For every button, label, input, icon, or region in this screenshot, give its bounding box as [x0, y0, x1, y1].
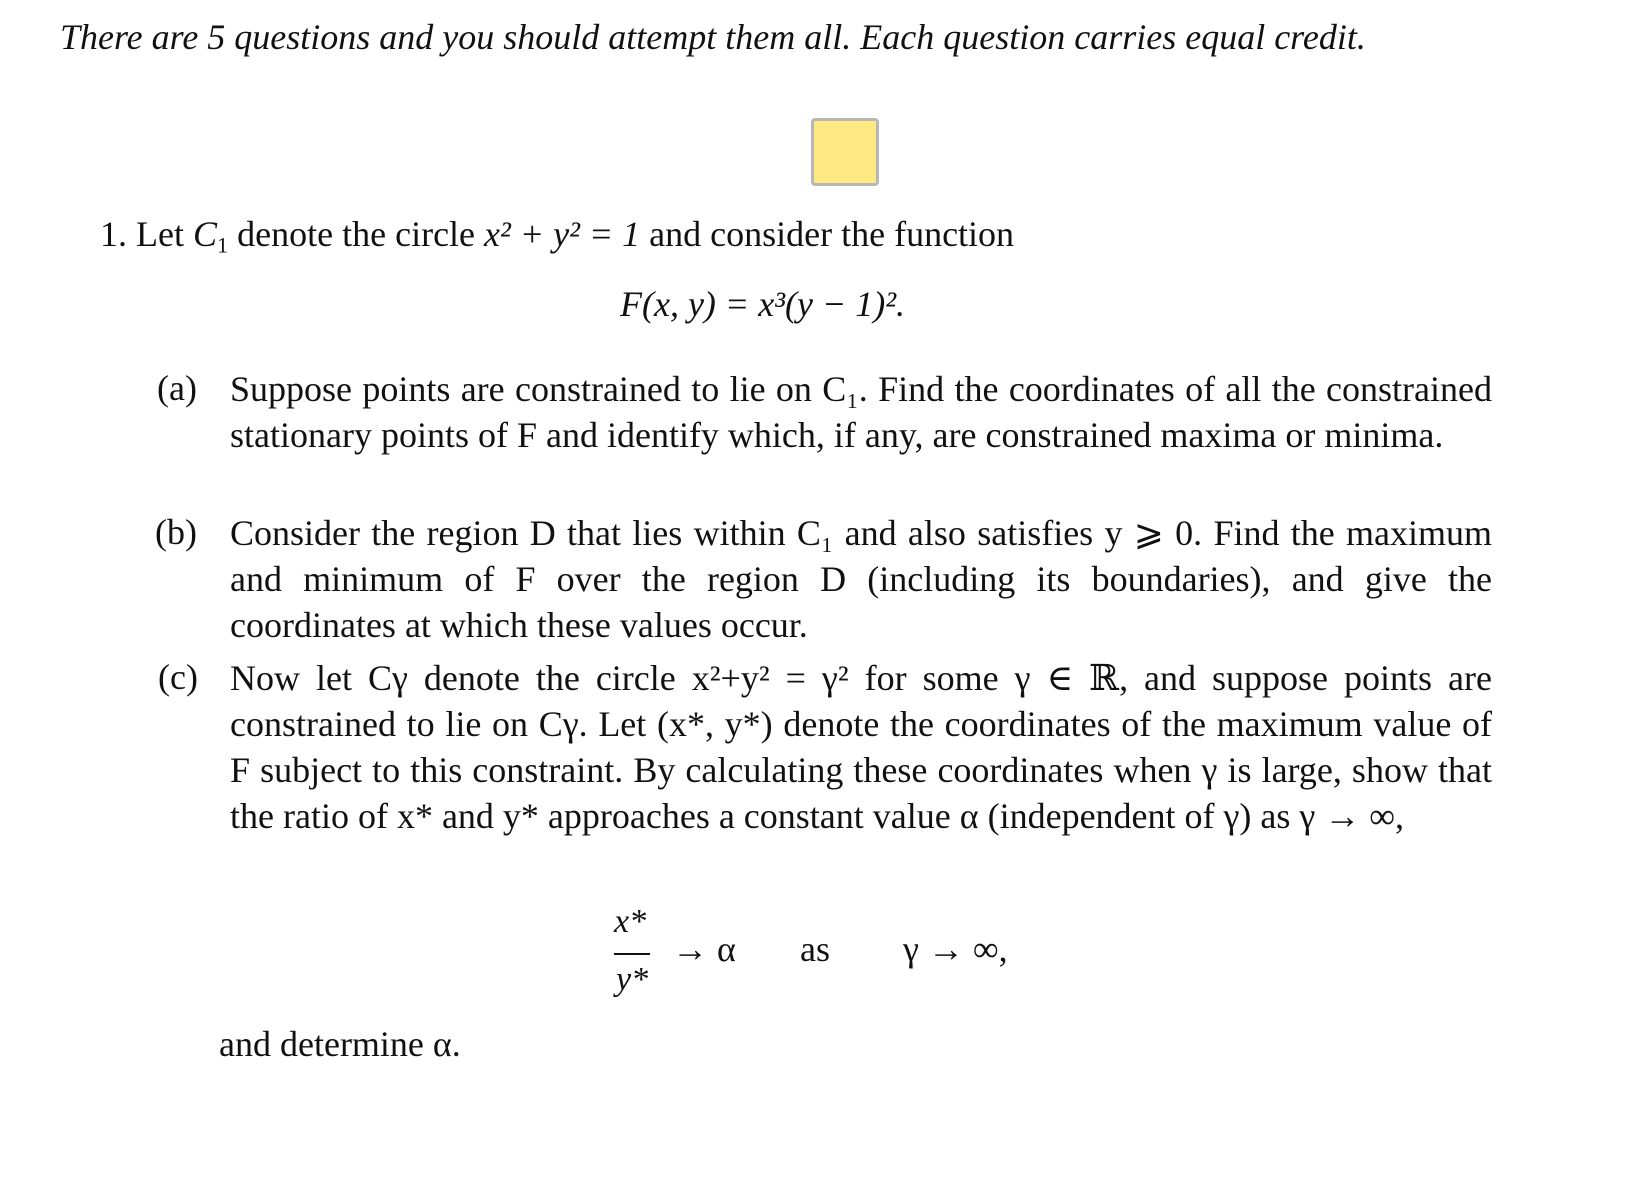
closing-text: and determine α.	[219, 1024, 461, 1064]
part-b-text: Consider the region D that lies within C₁ and also satisfies y ⩾ 0. Find the maximum and minimum of F over the region D (including its boundaries), and give the coordinates at which these values occur.	[230, 513, 1492, 645]
limit-condition: γ → ∞,	[903, 929, 1008, 969]
part-c-label: (c)	[158, 657, 198, 697]
part-b-label: (b)	[155, 512, 197, 552]
statement-suffix: and consider the function	[640, 214, 1015, 254]
question-number: 1.	[100, 214, 127, 254]
part-a-text: Suppose points are constrained to lie on C₁. Find the coordinates of all the constrained stationary points of F and identify which, if any, are constrained maxima or minima.	[230, 369, 1492, 455]
fraction-denominator: y*	[616, 961, 649, 998]
statement-prefix: Let	[136, 214, 193, 254]
fraction-bar	[614, 953, 650, 955]
question-1-statement	[100, 213, 1015, 258]
limit-as: as	[800, 929, 830, 969]
part-c-text: Now let Cγ denote the circle x²+y² = γ² for some γ ∈ ℝ, and suppose points are constrained to lie on Cγ. Let (x*, y*) denote the coordinates of the maximum value of F subject to this constraint. By calculating these coordinates when γ is large, show that the ratio of x* and y* approaches a constant value α (independent of γ) as γ → ∞,	[230, 658, 1492, 836]
ratio-fraction	[614, 903, 654, 1003]
instructions-text: There are 5 questions and you should attempt them all. Each question carries equal credit.	[60, 17, 1366, 57]
part-a-label: (a)	[157, 368, 197, 408]
circle-subscript: 1	[217, 232, 229, 258]
fraction-numerator: x*	[614, 903, 647, 940]
function-display: F(x, y) = x³(y − 1)².	[620, 284, 906, 324]
statement-mid: denote the circle	[228, 214, 485, 254]
limit-arrow: → α	[672, 929, 736, 969]
circle-equation: x² + y² = 1	[484, 214, 641, 254]
circle-symbol: C	[192, 214, 217, 254]
sticky-note-icon[interactable]	[811, 118, 879, 186]
